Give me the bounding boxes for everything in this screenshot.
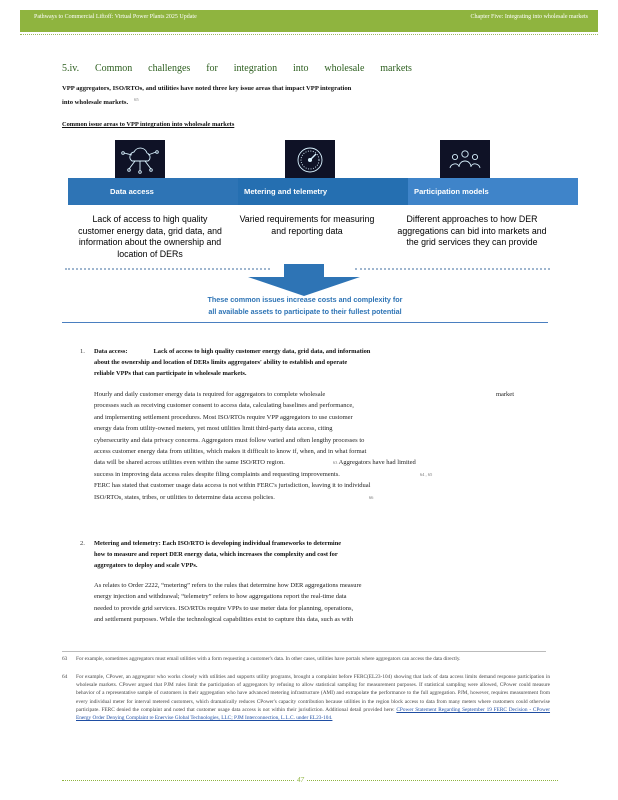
category-description-metering: Varied requirements for measuring and reporting data	[239, 214, 375, 236]
header-divider	[20, 34, 598, 35]
list-number: 1.	[80, 348, 85, 355]
footnote-63: 63 For example, sometimes aggregators must email utilities with a form requesting a customer's data. In other cases, utilities have portals where aggregators can access the data directly.	[62, 656, 461, 662]
down-arrow-icon	[248, 264, 360, 296]
conclusion-callout: These common issues increase costs and complexity for all available assets to participate to their fullest potential	[207, 295, 403, 316]
page-number: 47	[294, 776, 307, 784]
figure-subheading: Common issue areas to VPP integration into wholesale markets	[62, 121, 235, 128]
item-body-data-access: Hourly and daily customer energy data is required for aggregators to complete wholesale market processes such as receiving customer consent to access data, calculating baselines and performance, and implementing settlement procedures. Most ISO/RTOs require VPP aggregators to use customer energy data from utility-owned meters, yet most utilities limit third-party data access, citing cybersecurity and data privacy concerns. Aggregators must follow varied and often lengthy processes to access customer energy data from utilities, which makes it difficult to know if, when, and in what format data will be shared across utilities even within the same ISO/RTO region. 63 Aggregators have had limited success in improving data access rules despite filing complaints and requesting improvements. 64 , 65 FERC has stated that customer usage data access is not within FERC's jurisdiction, leaving it to individual ISO/RTOs, states, tribes, or utilities to determine data access policies. 66	[94, 391, 514, 501]
footnote-ref[interactable]: 65	[134, 97, 139, 102]
header-report-title: Pathways to Commercial Liftoff: Virtual Power Plants 2025 Update	[34, 14, 197, 20]
people-group-icon	[440, 140, 490, 178]
footer-divider	[62, 780, 558, 781]
dotted-divider-right	[355, 268, 550, 271]
category-description-data-access: Lack of access to high quality customer energy data, grid data, and information about the ownership and location of DERs	[78, 214, 222, 259]
item-heading-data-access: Data access: Lack of access to high quality customer energy data, grid data, and information about the ownership and location of DERs limits aggregators' ability to establish and operate reliable VPPs that can participate in wholesale markets.	[94, 348, 371, 377]
cloud-network-icon	[115, 140, 165, 178]
header-chapter-title: Chapter Five: Integrating into wholesale markets	[470, 14, 588, 20]
category-participation-models: Participation models	[408, 178, 578, 205]
item-heading-metering: Metering and telemetry: Each ISO/RTO is developing individual frameworks to determine how to measure and report DER energy data, which increases the complexity and cost for aggregators to deploy and scale VPPs.	[94, 540, 342, 569]
lead-paragraph: VPP aggregators, ISO/RTOs, and utilities have noted three key issue areas that impact VPP integration into wholesale markets. $^{65}$	[62, 85, 352, 107]
footnote-divider	[62, 651, 546, 652]
gauge-meter-icon	[285, 140, 335, 178]
category-data-access: Data access	[68, 178, 238, 205]
callout-divider	[62, 322, 548, 323]
item-body-metering: As relates to Order 2222, “metering” refers to the rules that determine how DER aggregations measure energy injection and withdrawal; “telemetry” refers to how aggregations report the real-time data needed to provide grid services. ISO/RTOs require VPPs to use meter data for planning, operations, and settlement purposes. While the technological capabilities exist to capture this data, such as with	[94, 582, 362, 624]
section-heading: 5.iv. Common challenges for integration into wholesale markets	[62, 63, 412, 74]
running-header	[20, 10, 598, 32]
category-metering-telemetry: Metering and telemetry	[238, 178, 408, 205]
footnote-64: 64 For example, CPower, an aggregator who works closely with utilities and supports utility programs, brought a complaint before FERC(EL23-104) showing that lack of data access limits demand response participation in wholesale markets. CPower argued that PJM rules limit the participation of aggregators by refusing to allow statistical sampling for measurement purposes. If statistical sampling were allowed, CPower could measure behavior of a representative sample of customers in their aggregation who have advanced metering infrastructure (AMI) and extrapolate the performance to the full aggregation. PJM, however, requires measurement from every individual meter for interval metered customers, which dramatically reduces CPower's capacity contribution because utilities in the region block access to data from many meters where customers could otherwise participate. FERC denied the complaint and noted that customer usage data access is not within their jurisdiction. Additional detail provided here: CPower Statement Regarding September 19 FERC Decision - CPower Energy Order Denying Complaint re Enervise Global Technologies, LLC; PJM Interconnection, L.L.C. under EL23-104.	[62, 674, 551, 722]
dotted-divider-left	[65, 268, 270, 271]
list-number: 2.	[80, 540, 85, 547]
category-description-participation: Different approaches to how DER aggregations can bid into markets and the grid services they can provide	[397, 214, 547, 248]
footnote-link[interactable]: CPower Statement Regarding September 19 FERC Decision - CPower Energy Order Denying Complaint re Enervise Global Technologies, LLC; PJM Interconnection, L.L.C. under EL23-104.	[76, 706, 551, 722]
